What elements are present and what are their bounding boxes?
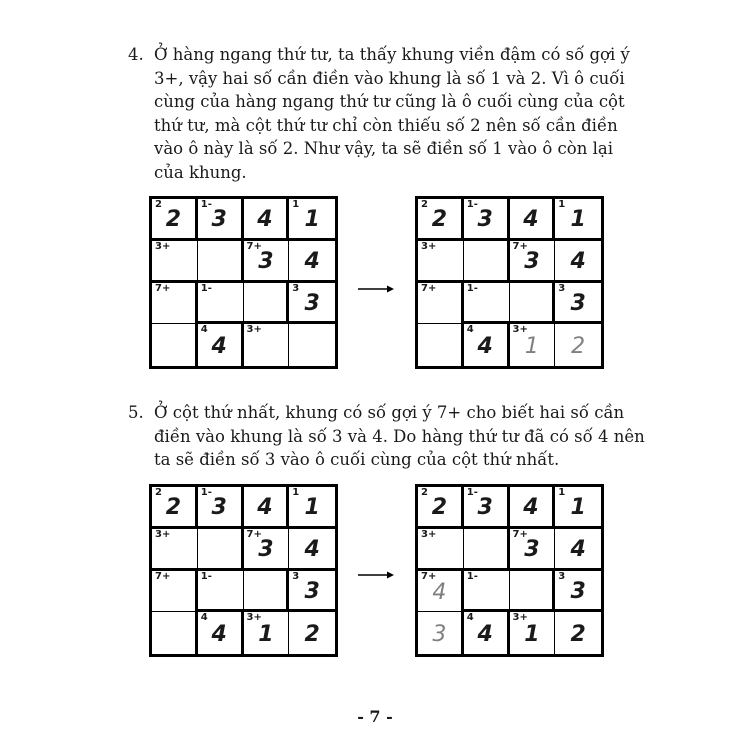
new-cell-value — [152, 324, 195, 366]
cell-value: 3 — [570, 290, 586, 316]
grid-cell — [418, 283, 464, 325]
cage-clue: 3+ — [155, 240, 171, 252]
cell-value: 3 — [258, 249, 274, 275]
new-cell-value: 4 — [432, 579, 447, 605]
cage-clue: 7+ — [246, 528, 262, 540]
grid-cell — [418, 199, 464, 241]
step-5-line: ta sẽ điền số 3 vào ô cuối cùng của cột thứ nhất. — [154, 450, 560, 470]
cage-clue: 3+ — [512, 324, 528, 336]
cage-clue: 1- — [466, 199, 478, 210]
grid-cell — [510, 487, 556, 529]
grid-cell — [555, 283, 601, 325]
cell-value: 1 — [570, 495, 586, 521]
cage-clue: 1 — [558, 199, 566, 210]
new-cell-value — [152, 241, 197, 280]
cage-clue: 3 — [558, 570, 566, 582]
puzzle-grid-step4-after — [415, 196, 604, 369]
new-cell-value — [244, 529, 289, 568]
cell-value: 3 — [258, 537, 274, 563]
cage-clue: 1- — [200, 199, 212, 210]
grid-cell — [464, 283, 510, 325]
grid-cell — [464, 199, 510, 241]
right-arrow-icon — [358, 284, 394, 294]
grid-cell — [289, 241, 335, 283]
step-5-line: Ở cột thứ nhất, khung có số gợi ý 7+ cho biết hai số cần — [154, 403, 625, 422]
new-cell-value — [510, 241, 555, 280]
cage-clue: 3+ — [246, 324, 262, 336]
new-cell-value — [152, 199, 195, 238]
new-cell-value — [464, 324, 507, 366]
new-cell-value: 3 — [432, 622, 447, 648]
cage-clue: 2 — [421, 487, 428, 498]
cell-value: 4 — [211, 622, 227, 648]
new-cell-value — [152, 612, 195, 654]
new-cell-value — [555, 487, 601, 526]
cage-clue: 1- — [466, 487, 478, 498]
puzzle-grid-step5-before — [149, 484, 338, 657]
cage-clue: 4 — [466, 324, 474, 336]
new-cell-value — [464, 241, 507, 280]
cage-clue: 1 — [558, 487, 566, 498]
grid-cell — [244, 487, 290, 529]
new-cell-value — [198, 571, 243, 610]
new-cell-value — [244, 241, 289, 280]
step-4-line: thứ tư, mà cột thứ tư chỉ còn thiếu số 2 nên số cần điền — [154, 115, 618, 135]
grid-cell — [198, 241, 244, 283]
cell-value: 3 — [524, 537, 540, 563]
cage-clue: 3 — [558, 282, 566, 294]
grid-cell — [289, 283, 335, 325]
new-cell-value — [289, 324, 335, 366]
cage-clue: 7+ — [246, 240, 262, 252]
new-cell-value — [152, 571, 195, 612]
grid-cell — [152, 612, 198, 654]
grid-cell — [510, 324, 556, 366]
grid-cell — [418, 324, 464, 366]
grid-cell — [244, 529, 290, 571]
new-cell-value — [198, 283, 243, 322]
new-cell-value — [289, 571, 335, 610]
new-cell-value — [464, 612, 507, 654]
new-cell-value — [464, 283, 509, 322]
new-cell-value — [244, 283, 287, 322]
new-cell-value — [464, 199, 507, 238]
new-cell-value — [289, 487, 335, 526]
puzzle-grid-step5-after — [415, 484, 604, 657]
cage-clue: 3+ — [421, 240, 437, 252]
new-cell-value — [198, 324, 241, 366]
new-cell-value — [418, 529, 463, 568]
grid-cell — [510, 529, 556, 571]
new-cell-value — [289, 241, 335, 280]
grid-cell — [510, 571, 556, 613]
cell-value: 4 — [477, 622, 493, 648]
new-cell-value — [555, 283, 601, 322]
grid-cell — [244, 571, 290, 613]
new-cell-value — [418, 241, 463, 280]
cell-value: 3 — [570, 578, 586, 604]
cell-value: 3 — [304, 578, 320, 604]
grid-cell — [152, 324, 198, 366]
cage-clue: 2 — [421, 199, 428, 210]
grid-cell — [418, 571, 464, 613]
cage-clue: 2 — [155, 487, 162, 498]
page-number: - 7 - — [357, 707, 393, 726]
cell-value: 4 — [304, 537, 320, 563]
grid-cell — [418, 487, 464, 529]
grid-cell — [289, 324, 335, 366]
new-cell-value — [289, 283, 335, 322]
grid-cell — [289, 612, 335, 654]
grid-cell — [244, 612, 290, 654]
step-4-number: 4. — [128, 45, 144, 64]
cell-value: 2 — [431, 495, 448, 521]
new-cell-value — [510, 283, 553, 322]
grid-cell — [555, 199, 601, 241]
grid-cell — [152, 199, 198, 241]
new-cell-value — [244, 199, 287, 238]
cage-clue: 2 — [155, 199, 162, 210]
new-cell-value — [418, 199, 461, 238]
grid-cell — [152, 487, 198, 529]
new-cell-value — [152, 283, 195, 324]
grid-cell — [464, 529, 510, 571]
grid-cell — [244, 283, 290, 325]
grid-cell — [244, 199, 290, 241]
cage-clue: 1 — [292, 199, 300, 210]
new-cell-value — [244, 324, 289, 366]
grid-cell — [555, 529, 601, 571]
cell-value: 1 — [304, 207, 320, 233]
new-cell-value — [418, 487, 461, 526]
step-4-line: vào ô này là số 2. Như vậy, ta sẽ điền số 1 vào ô còn lại — [154, 139, 613, 159]
cell-value: 4 — [304, 249, 320, 275]
new-cell-value: 1 — [524, 334, 539, 360]
grid-cell — [555, 571, 601, 613]
grid-cell — [510, 612, 556, 654]
cage-clue: 1- — [200, 570, 212, 582]
cell-value: 4 — [523, 207, 539, 233]
cell-value: 3 — [477, 495, 493, 521]
new-cell-value — [289, 199, 335, 238]
cell-value: 4 — [211, 334, 227, 360]
cage-clue: 3 — [292, 570, 300, 582]
new-cell-value — [510, 612, 555, 654]
new-cell-value — [198, 487, 241, 526]
step-4-line: 3+, vậy hai số cần điền vào khung là số 1 và 2. Vì ô cuối — [154, 68, 625, 88]
new-cell-value — [152, 487, 195, 526]
cell-value: 3 — [211, 207, 227, 233]
grid-cell — [510, 283, 556, 325]
new-cell-value — [464, 571, 509, 610]
new-cell-value — [555, 529, 601, 568]
grid-cell — [152, 571, 198, 613]
new-cell-value — [510, 571, 553, 610]
step-4-line: của khung. — [154, 162, 247, 182]
grid-cell — [464, 612, 510, 654]
cage-clue: 7+ — [421, 282, 437, 294]
new-cell-value — [289, 529, 335, 568]
new-cell-value — [510, 529, 555, 568]
cell-value: 3 — [477, 207, 493, 233]
puzzle-grid-step4-before — [149, 196, 338, 369]
step-4-line: cùng của hàng ngang thứ tư cũng là ô cuối cùng của cột — [154, 92, 625, 112]
cage-clue: 1- — [466, 570, 478, 582]
grid-cell — [152, 241, 198, 283]
grid-cell — [289, 529, 335, 571]
new-cell-value — [555, 199, 601, 238]
step-5-number: 5. — [128, 403, 144, 422]
grid-cell — [464, 241, 510, 283]
cell-value: 4 — [257, 207, 273, 233]
cage-clue: 1- — [466, 282, 478, 294]
grid-cell — [555, 612, 601, 654]
cage-clue: 1- — [200, 282, 212, 294]
cage-clue: 3+ — [421, 528, 437, 540]
new-cell-value — [418, 324, 461, 366]
new-cell-value — [418, 283, 461, 324]
grid-cell — [289, 571, 335, 613]
grid-cell — [418, 241, 464, 283]
cage-clue: 1 — [292, 487, 300, 498]
step-4-paragraph — [128, 43, 630, 185]
new-cell-value — [198, 199, 241, 238]
cell-value: 4 — [570, 537, 586, 563]
new-cell-value — [152, 529, 197, 568]
new-cell-value — [555, 612, 601, 654]
grid-cell — [198, 324, 244, 366]
new-cell-value — [198, 529, 241, 568]
grid-cell — [510, 199, 556, 241]
cell-value: 4 — [477, 334, 493, 360]
cell-value: 2 — [570, 622, 586, 648]
cage-clue: 4 — [466, 612, 474, 624]
cage-clue: 3+ — [155, 528, 171, 540]
grid-cell — [555, 241, 601, 283]
grid-cell — [289, 199, 335, 241]
cage-clue: 4 — [200, 612, 208, 624]
cell-value: 3 — [211, 495, 227, 521]
new-cell-value — [464, 529, 507, 568]
grid-cell — [555, 487, 601, 529]
grid-cell — [198, 199, 244, 241]
grid-cell — [198, 487, 244, 529]
cell-value: 3 — [304, 290, 320, 316]
grid-cell — [244, 324, 290, 366]
grid-cell — [464, 571, 510, 613]
cell-value: 3 — [524, 249, 540, 275]
new-cell-value — [555, 571, 601, 610]
grid-cell — [464, 324, 510, 366]
cell-value: 4 — [523, 495, 539, 521]
grid-cell — [510, 241, 556, 283]
cage-clue: 7+ — [512, 240, 528, 252]
cage-clue: 1- — [200, 487, 212, 498]
grid-cell — [198, 571, 244, 613]
cage-clue: 3+ — [246, 612, 262, 624]
cell-value: 2 — [165, 207, 182, 233]
grid-cell — [418, 529, 464, 571]
cell-value: 2 — [431, 207, 448, 233]
grid-cell — [152, 529, 198, 571]
new-cell-value — [510, 487, 553, 526]
grid-cell — [555, 324, 601, 366]
cage-clue: 7+ — [512, 528, 528, 540]
cage-clue: 3 — [292, 282, 300, 294]
grid-cell — [289, 487, 335, 529]
grid-cell — [418, 612, 464, 654]
cell-value: 4 — [570, 249, 586, 275]
grid-cell — [198, 283, 244, 325]
cell-value: 4 — [257, 495, 273, 521]
cell-value: 1 — [258, 622, 274, 648]
new-cell-value — [289, 612, 335, 654]
new-cell-value — [244, 571, 287, 610]
right-arrow-icon — [358, 570, 394, 580]
cage-clue: 7+ — [421, 570, 437, 582]
step-5-line: điền vào khung là số 3 và 4. Do hàng thứ tư đã có số 4 nên — [154, 426, 645, 446]
new-cell-value — [510, 199, 553, 238]
new-cell-value — [555, 241, 601, 280]
grid-cell — [244, 241, 290, 283]
cell-value: 2 — [304, 622, 320, 648]
cell-value: 2 — [165, 495, 182, 521]
new-cell-value: 2 — [571, 334, 586, 360]
new-cell-value — [464, 487, 507, 526]
new-cell-value — [244, 612, 289, 654]
new-cell-value — [198, 612, 241, 654]
cell-value: 1 — [524, 622, 540, 648]
grid-cell — [198, 612, 244, 654]
step-4-line: Ở hàng ngang thứ tư, ta thấy khung viền đậm có số gợi ý — [154, 45, 630, 64]
grid-cell — [198, 529, 244, 571]
step-5-paragraph — [128, 401, 645, 472]
cage-clue: 3+ — [512, 612, 528, 624]
cell-value: 1 — [304, 495, 320, 521]
cage-clue: 7+ — [155, 570, 171, 582]
cage-clue: 4 — [200, 324, 208, 336]
grid-cell — [464, 487, 510, 529]
cage-clue: 7+ — [155, 282, 171, 294]
cell-value: 1 — [570, 207, 586, 233]
new-cell-value — [198, 241, 241, 280]
grid-cell — [152, 283, 198, 325]
new-cell-value — [244, 487, 287, 526]
